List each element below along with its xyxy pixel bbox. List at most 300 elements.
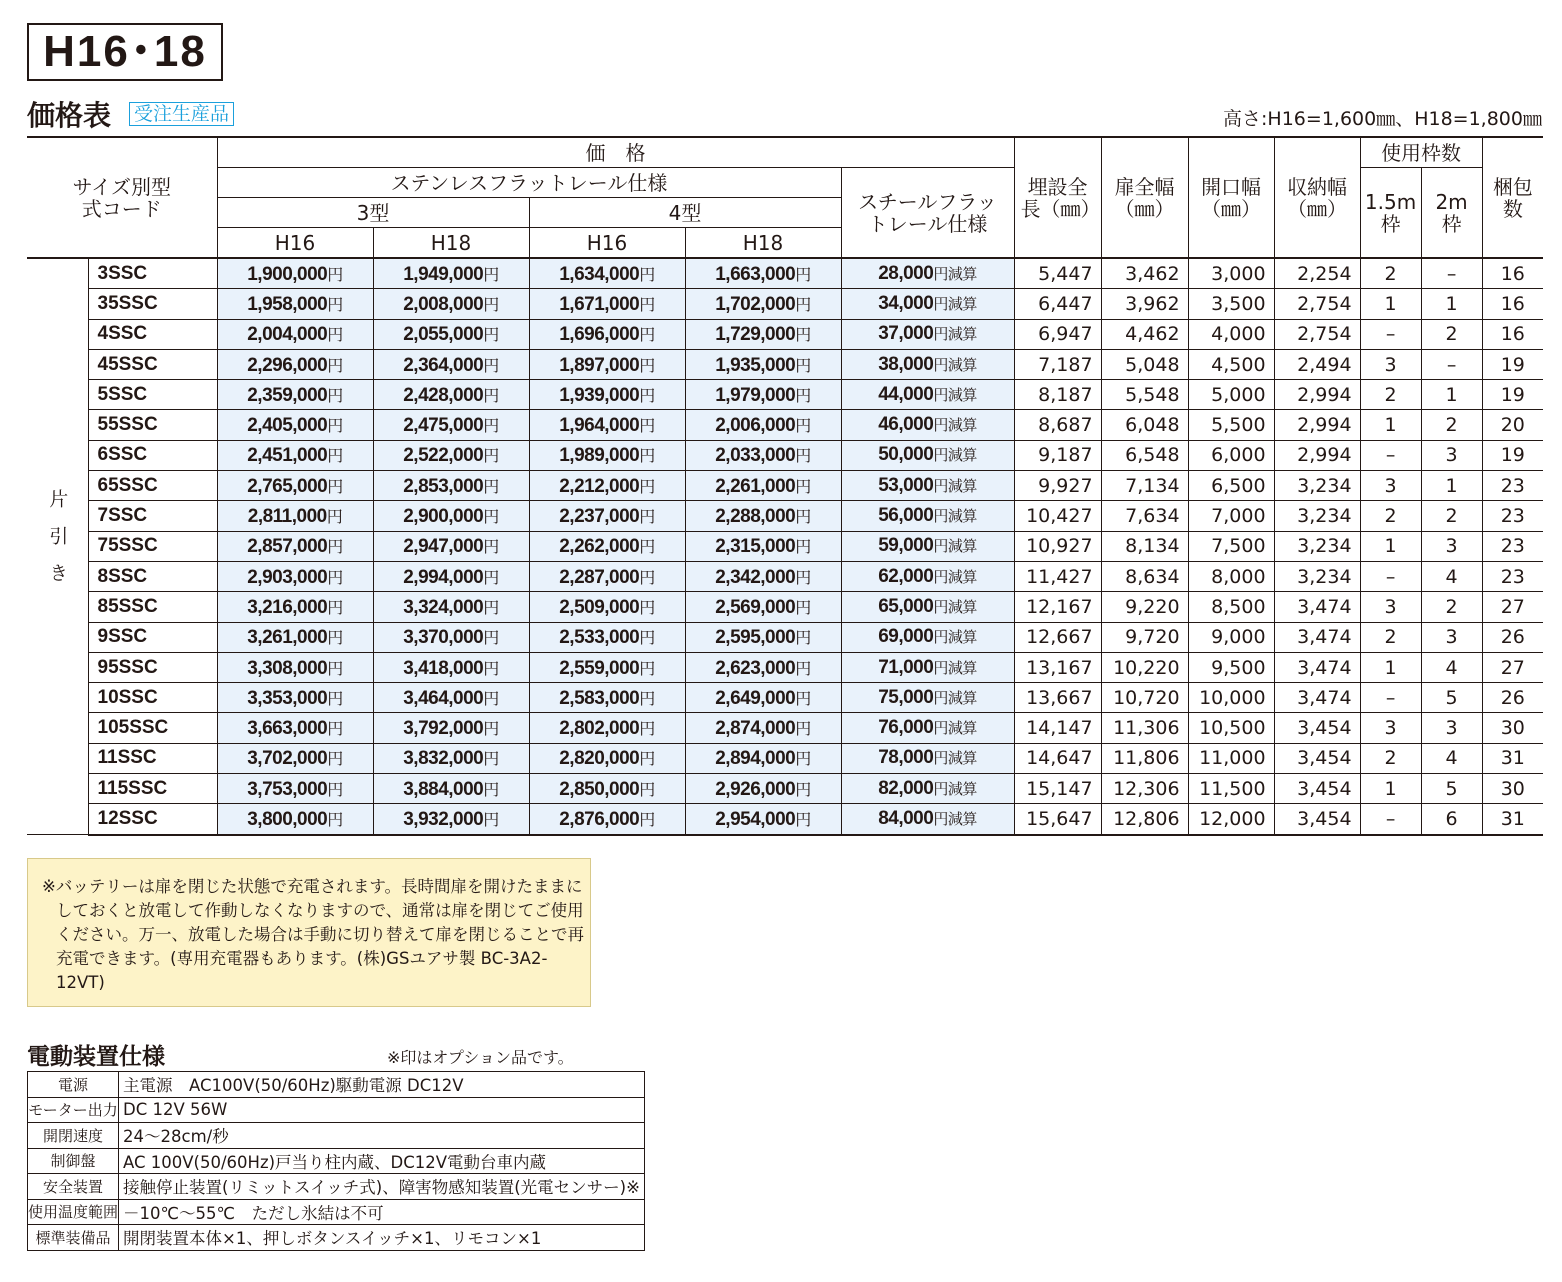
price-value: 3,753,000 — [247, 778, 328, 800]
price-cell — [373, 683, 529, 713]
dimension-cell: 8,500 — [1188, 592, 1274, 622]
table-row — [27, 713, 1543, 743]
count-cell: 23 — [1482, 531, 1543, 561]
model-code: 10SSC — [88, 683, 217, 713]
price-value: 2,033,000 — [715, 445, 796, 467]
price-cell — [529, 713, 685, 743]
dimension-cell: 3,500 — [1188, 289, 1274, 319]
spec-value: AC 100V(50/60Hz)戸当り柱内蔵、DC12V電動台車内蔵 — [119, 1148, 645, 1174]
price-value: 2,509,000 — [559, 596, 640, 618]
dimension-cell: 8,187 — [1014, 380, 1101, 410]
price-cell — [685, 531, 841, 561]
dimension-cell: 9,500 — [1188, 652, 1274, 682]
price-value: 1,979,000 — [715, 384, 796, 406]
price-value: 2,055,000 — [403, 324, 484, 346]
made-to-order-badge: 受注生産品 — [129, 102, 234, 126]
table-row — [27, 440, 1543, 470]
yen-unit: 円 — [327, 781, 343, 799]
count-cell: 3 — [1360, 471, 1421, 501]
yen-unit: 円 — [795, 478, 811, 496]
reduction-value: 46,000 — [878, 414, 934, 436]
dimension-cell: 3,474 — [1274, 652, 1360, 682]
dimension-cell: 3,454 — [1274, 804, 1360, 835]
price-cell — [529, 531, 685, 561]
reduction-value: 75,000 — [878, 686, 934, 708]
yen-unit: 円 — [795, 418, 811, 436]
price-cell — [373, 652, 529, 682]
count-cell: 2 — [1360, 258, 1421, 289]
dimension-cell: 3,234 — [1274, 471, 1360, 501]
reduction-unit: 円減算 — [933, 386, 977, 404]
reduction-value: 71,000 — [878, 656, 934, 678]
table-row — [27, 319, 1543, 349]
reduction-value: 59,000 — [878, 535, 934, 557]
price-cell — [217, 531, 373, 561]
price-value: 1,935,000 — [715, 354, 796, 376]
dimension-cell: 9,187 — [1014, 440, 1101, 470]
reduction-unit: 円減算 — [933, 477, 977, 495]
dimension-cell: 8,134 — [1101, 531, 1188, 561]
count-cell: 1 — [1360, 410, 1421, 440]
steel-reduction-cell — [841, 531, 1014, 561]
dimension-cell: 6,048 — [1101, 410, 1188, 440]
price-cell — [373, 561, 529, 591]
price-value: 2,451,000 — [247, 445, 328, 467]
dimension-cell: 6,548 — [1101, 440, 1188, 470]
price-cell — [217, 804, 373, 835]
reduction-value: 56,000 — [878, 505, 934, 527]
price-value: 2,004,000 — [247, 324, 328, 346]
dimension-cell: 8,687 — [1014, 410, 1101, 440]
spec-label: モーター出力 — [28, 1097, 119, 1123]
count-cell: 30 — [1482, 713, 1543, 743]
price-value: 2,926,000 — [715, 778, 796, 800]
reduction-value: 69,000 — [878, 626, 934, 648]
spec-row — [28, 1199, 645, 1225]
yen-unit: 円 — [795, 599, 811, 617]
yen-unit: 円 — [483, 266, 499, 284]
yen-unit: 円 — [795, 630, 811, 648]
count-cell: 27 — [1482, 652, 1543, 682]
dimension-cell: 10,220 — [1101, 652, 1188, 682]
count-cell: – — [1421, 349, 1482, 379]
reduction-unit: 円減算 — [933, 750, 977, 768]
price-value: 2,405,000 — [247, 415, 328, 437]
reduction-unit: 円減算 — [933, 295, 977, 313]
yen-unit: 円 — [795, 660, 811, 678]
price-cell — [217, 501, 373, 531]
count-cell: 2 — [1421, 501, 1482, 531]
steel-reduction-cell — [841, 804, 1014, 835]
dimension-cell: 2,254 — [1274, 258, 1360, 289]
header-storage: 収納幅（㎜） — [1274, 137, 1360, 258]
dimension-cell: 12,000 — [1188, 804, 1274, 835]
price-value: 1,939,000 — [559, 384, 640, 406]
dimension-cell: 10,000 — [1188, 683, 1274, 713]
yen-unit: 円 — [795, 266, 811, 284]
price-value: 2,533,000 — [559, 627, 640, 649]
count-cell: 1 — [1421, 289, 1482, 319]
reduction-unit: 円減算 — [933, 326, 977, 344]
price-value: 3,353,000 — [247, 687, 328, 709]
price-value: 2,623,000 — [715, 657, 796, 679]
price-cell — [217, 683, 373, 713]
table-row — [27, 289, 1543, 319]
count-cell: – — [1360, 319, 1421, 349]
price-cell — [373, 804, 529, 835]
yen-unit: 円 — [639, 448, 655, 466]
price-cell — [685, 713, 841, 743]
reduction-unit: 円減算 — [933, 598, 977, 616]
price-cell — [529, 289, 685, 319]
reduction-unit: 円減算 — [933, 568, 977, 586]
dimension-cell: 10,927 — [1014, 531, 1101, 561]
price-cell — [529, 622, 685, 652]
price-value: 2,850,000 — [559, 778, 640, 800]
dimension-cell: 5,447 — [1014, 258, 1101, 289]
spec-label: 電源 — [28, 1072, 119, 1098]
dimension-cell: 11,306 — [1101, 713, 1188, 743]
dimension-cell: 8,000 — [1188, 561, 1274, 591]
price-cell — [685, 319, 841, 349]
dimension-cell: 5,000 — [1188, 380, 1274, 410]
header-frames: 使用枠数 — [1360, 137, 1482, 168]
dimension-cell: 4,500 — [1188, 349, 1274, 379]
yen-unit: 円 — [639, 630, 655, 648]
price-value: 3,370,000 — [403, 627, 484, 649]
price-value: 3,702,000 — [247, 748, 328, 770]
count-cell: 3 — [1360, 349, 1421, 379]
spec-value: 24～28cm/秒 — [119, 1123, 645, 1149]
reduction-value: 62,000 — [878, 565, 934, 587]
price-value: 2,853,000 — [403, 475, 484, 497]
price-value: 2,359,000 — [247, 384, 328, 406]
dimension-cell: 6,500 — [1188, 471, 1274, 501]
yen-unit: 円 — [795, 781, 811, 799]
price-value: 2,288,000 — [715, 506, 796, 528]
dimension-cell: 9,000 — [1188, 622, 1274, 652]
price-value: 3,418,000 — [403, 657, 484, 679]
price-cell — [685, 258, 841, 289]
price-value: 2,802,000 — [559, 718, 640, 740]
yen-unit: 円 — [327, 660, 343, 678]
reduction-value: 44,000 — [878, 383, 934, 405]
yen-unit: 円 — [639, 509, 655, 527]
table-row — [27, 471, 1543, 501]
price-value: 2,008,000 — [403, 293, 484, 315]
yen-unit: 円 — [483, 811, 499, 829]
price-value: 2,583,000 — [559, 687, 640, 709]
yen-unit: 円 — [483, 781, 499, 799]
yen-unit: 円 — [483, 660, 499, 678]
spec-row — [28, 1174, 645, 1200]
yen-unit: 円 — [327, 448, 343, 466]
price-cell — [529, 774, 685, 804]
dimension-cell: 6,000 — [1188, 440, 1274, 470]
dimension-cell: 3,962 — [1101, 289, 1188, 319]
reduction-unit: 円減算 — [933, 356, 977, 374]
header-steel: スチールフラットレール仕様 — [841, 168, 1014, 259]
price-value: 1,696,000 — [559, 324, 640, 346]
dimension-cell: 7,500 — [1188, 531, 1274, 561]
price-cell — [529, 592, 685, 622]
price-cell — [529, 410, 685, 440]
steel-reduction-cell — [841, 440, 1014, 470]
model-code: 95SSC — [88, 652, 217, 682]
count-cell: 23 — [1482, 561, 1543, 591]
count-cell: 27 — [1482, 592, 1543, 622]
count-cell: 31 — [1482, 743, 1543, 773]
spec-row — [28, 1123, 645, 1149]
yen-unit: 円 — [327, 327, 343, 345]
dimension-cell: 12,806 — [1101, 804, 1188, 835]
price-cell — [373, 349, 529, 379]
table-row — [27, 410, 1543, 440]
yen-unit: 円 — [327, 690, 343, 708]
price-cell — [529, 380, 685, 410]
model-code: 11SSC — [88, 743, 217, 773]
header-frame-15: 1.5m枠 — [1360, 168, 1421, 259]
yen-unit: 円 — [327, 266, 343, 284]
price-cell — [217, 652, 373, 682]
reduction-value: 37,000 — [878, 323, 934, 345]
yen-unit: 円 — [639, 660, 655, 678]
yen-unit: 円 — [483, 690, 499, 708]
spec-value: DC 12V 56W — [119, 1097, 645, 1123]
price-value: 2,595,000 — [715, 627, 796, 649]
model-code: 5SSC — [88, 380, 217, 410]
count-cell: 19 — [1482, 440, 1543, 470]
price-cell — [373, 319, 529, 349]
price-value: 2,947,000 — [403, 536, 484, 558]
price-cell — [373, 622, 529, 652]
reduction-value: 34,000 — [878, 292, 934, 314]
count-cell: 19 — [1482, 349, 1543, 379]
dimension-cell: 6,447 — [1014, 289, 1101, 319]
count-cell: 30 — [1482, 774, 1543, 804]
price-value: 3,884,000 — [403, 778, 484, 800]
dimension-cell: 14,147 — [1014, 713, 1101, 743]
price-value: 1,663,000 — [715, 263, 796, 285]
count-cell: 2 — [1421, 592, 1482, 622]
yen-unit: 円 — [795, 509, 811, 527]
table-row — [27, 349, 1543, 379]
model-code: 7SSC — [88, 501, 217, 531]
count-cell: – — [1360, 683, 1421, 713]
price-value: 3,800,000 — [247, 808, 328, 830]
model-code: 65SSC — [88, 471, 217, 501]
price-cell — [373, 380, 529, 410]
dimension-cell: 4,000 — [1188, 319, 1274, 349]
price-value: 2,261,000 — [715, 475, 796, 497]
reduction-value: 82,000 — [878, 777, 934, 799]
spec-label: 開閉速度 — [28, 1123, 119, 1149]
price-value: 2,006,000 — [715, 415, 796, 437]
table-row — [27, 652, 1543, 682]
model-code: 35SSC — [88, 289, 217, 319]
spec-row — [28, 1072, 645, 1098]
yen-unit: 円 — [639, 690, 655, 708]
price-cell — [373, 743, 529, 773]
count-cell: – — [1360, 440, 1421, 470]
dimension-cell: 9,220 — [1101, 592, 1188, 622]
yen-unit: 円 — [327, 751, 343, 769]
price-cell — [373, 471, 529, 501]
count-cell: 26 — [1482, 622, 1543, 652]
yen-unit: 円 — [639, 478, 655, 496]
yen-unit: 円 — [327, 630, 343, 648]
price-cell — [685, 471, 841, 501]
count-cell: 16 — [1482, 319, 1543, 349]
steel-reduction-cell — [841, 592, 1014, 622]
yen-unit: 円 — [327, 418, 343, 436]
dimension-cell: 3,474 — [1274, 592, 1360, 622]
yen-unit: 円 — [639, 357, 655, 375]
dimension-cell: 10,427 — [1014, 501, 1101, 531]
header-type4: 4型 — [529, 198, 841, 228]
price-cell — [529, 683, 685, 713]
count-cell: 26 — [1482, 683, 1543, 713]
spec-label: 制御盤 — [28, 1148, 119, 1174]
dimension-cell: 11,806 — [1101, 743, 1188, 773]
price-value: 2,364,000 — [403, 354, 484, 376]
price-value: 2,569,000 — [715, 596, 796, 618]
yen-unit: 円 — [795, 751, 811, 769]
count-cell: 6 — [1421, 804, 1482, 835]
price-value: 1,729,000 — [715, 324, 796, 346]
yen-unit: 円 — [483, 478, 499, 496]
count-cell: 3 — [1360, 713, 1421, 743]
dimension-cell: 5,500 — [1188, 410, 1274, 440]
reduction-value: 53,000 — [878, 474, 934, 496]
dimension-cell: 13,167 — [1014, 652, 1101, 682]
reduction-unit: 円減算 — [933, 720, 977, 738]
count-cell: 23 — [1482, 501, 1543, 531]
dimension-cell: 3,234 — [1274, 561, 1360, 591]
price-value: 2,765,000 — [247, 475, 328, 497]
yen-unit: 円 — [795, 296, 811, 314]
header-door: 扉全幅（㎜） — [1101, 137, 1188, 258]
yen-unit: 円 — [327, 569, 343, 587]
price-cell — [685, 561, 841, 591]
price-value: 2,649,000 — [715, 687, 796, 709]
yen-unit: 円 — [483, 751, 499, 769]
dimension-cell: 3,454 — [1274, 743, 1360, 773]
price-value: 2,287,000 — [559, 566, 640, 588]
steel-reduction-cell — [841, 258, 1014, 289]
yen-unit: 円 — [639, 751, 655, 769]
price-value: 2,811,000 — [247, 506, 327, 528]
price-value: 3,464,000 — [403, 687, 484, 709]
yen-unit: 円 — [639, 539, 655, 557]
spec-value: 主電源 AC100V(50/60Hz)駆動電源 DC12V — [119, 1072, 645, 1098]
price-value: 3,832,000 — [403, 748, 484, 770]
reduction-value: 28,000 — [878, 262, 934, 284]
dimension-cell: 2,754 — [1274, 319, 1360, 349]
price-cell — [529, 743, 685, 773]
reduction-unit: 円減算 — [933, 265, 977, 283]
yen-unit: 円 — [795, 387, 811, 405]
table-row — [27, 774, 1543, 804]
price-value: 2,954,000 — [715, 808, 796, 830]
header-h18: H18 — [373, 228, 529, 259]
steel-reduction-cell — [841, 380, 1014, 410]
dimension-cell: 11,500 — [1188, 774, 1274, 804]
count-cell: 4 — [1421, 743, 1482, 773]
price-cell — [217, 743, 373, 773]
price-cell — [685, 683, 841, 713]
table-row — [27, 683, 1543, 713]
dimension-cell: 3,454 — [1274, 713, 1360, 743]
price-value: 2,857,000 — [247, 536, 328, 558]
reduction-value: 50,000 — [878, 444, 934, 466]
reduction-unit: 円減算 — [933, 659, 977, 677]
price-value: 2,428,000 — [403, 384, 484, 406]
price-value: 1,897,000 — [559, 354, 640, 376]
steel-reduction-cell — [841, 743, 1014, 773]
price-cell — [217, 258, 373, 289]
price-cell — [529, 349, 685, 379]
price-cell — [529, 501, 685, 531]
price-value: 3,308,000 — [247, 657, 328, 679]
reduction-unit: 円減算 — [933, 508, 977, 526]
price-cell — [217, 289, 373, 319]
steel-reduction-cell — [841, 683, 1014, 713]
yen-unit: 円 — [327, 721, 343, 739]
price-cell — [685, 774, 841, 804]
price-cell — [373, 592, 529, 622]
price-cell — [685, 501, 841, 531]
spec-row — [28, 1148, 645, 1174]
count-cell: 2 — [1421, 410, 1482, 440]
reduction-unit: 円減算 — [933, 629, 977, 647]
count-cell: 5 — [1421, 774, 1482, 804]
dimension-cell: 2,494 — [1274, 349, 1360, 379]
steel-reduction-cell — [841, 471, 1014, 501]
dimension-cell: 5,048 — [1101, 349, 1188, 379]
yen-unit: 円 — [639, 781, 655, 799]
price-value: 2,900,000 — [403, 506, 484, 528]
price-value: 1,671,000 — [559, 293, 640, 315]
price-value: 2,876,000 — [559, 808, 640, 830]
height-note: 高さ:H16=1,600㎜、H18=1,800㎜ — [1223, 108, 1542, 130]
reduction-unit: 円減算 — [933, 780, 977, 798]
dimension-cell: 15,147 — [1014, 774, 1101, 804]
yen-unit: 円 — [483, 630, 499, 648]
dimension-cell: 5,548 — [1101, 380, 1188, 410]
table-row — [27, 258, 1543, 289]
yen-unit: 円 — [639, 266, 655, 284]
header-h18: H18 — [685, 228, 841, 259]
header-opening: 開口幅（㎜） — [1188, 137, 1274, 258]
price-value: 2,994,000 — [403, 566, 484, 588]
spec-value: 接触停止装置(リミットスイッチ式)、障害物感知装置(光電センサー)※ — [119, 1174, 645, 1200]
reduction-value: 78,000 — [878, 747, 934, 769]
price-value: 2,874,000 — [715, 718, 796, 740]
yen-unit: 円 — [639, 327, 655, 345]
price-cell — [685, 592, 841, 622]
count-cell: 1 — [1421, 471, 1482, 501]
price-cell — [217, 410, 373, 440]
steel-reduction-cell — [841, 289, 1014, 319]
yen-unit: 円 — [327, 357, 343, 375]
count-cell: 4 — [1421, 561, 1482, 591]
count-cell: – — [1421, 258, 1482, 289]
count-cell: 2 — [1360, 622, 1421, 652]
price-value: 3,324,000 — [403, 596, 484, 618]
spec-label: 安全装置 — [28, 1174, 119, 1200]
page-title: 価格表 — [27, 99, 112, 132]
